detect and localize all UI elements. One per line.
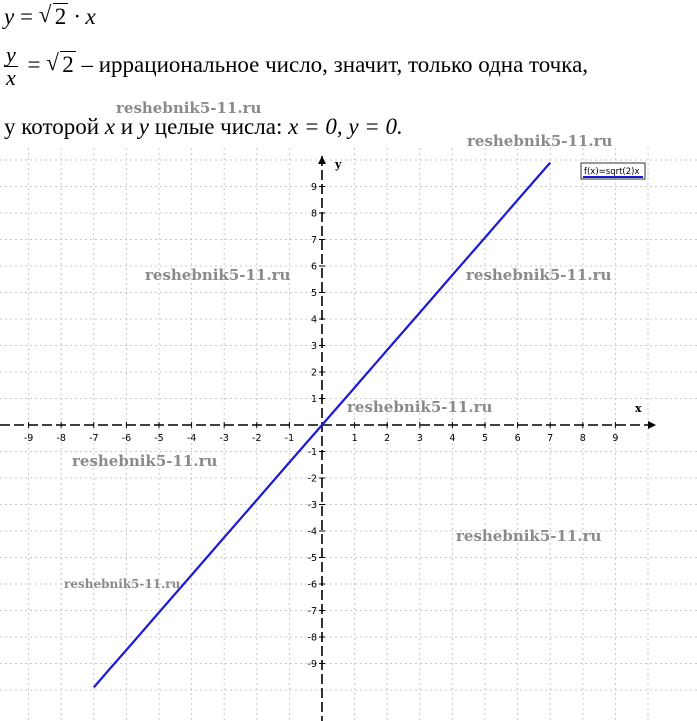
eq1-equals: = xyxy=(14,4,39,29)
y-tick-label: 7 xyxy=(310,235,317,246)
equation-line-2 xyxy=(4,44,588,89)
x-tick-label: 7 xyxy=(547,433,554,444)
function-graph xyxy=(0,148,697,721)
legend-label: f(x)=sqrt(2)x xyxy=(584,167,640,177)
y-tick-label: 1 xyxy=(310,394,317,405)
line3-x: x xyxy=(104,114,115,139)
equation-line-1 xyxy=(4,4,96,30)
y-tick-label: -2 xyxy=(307,473,317,485)
legend xyxy=(581,163,645,179)
line3-solution: x = 0, y = 0. xyxy=(288,114,403,139)
x-tick-label: 5 xyxy=(481,433,489,444)
eq2-equals: = xyxy=(21,51,47,77)
equation-line-3 xyxy=(4,114,403,140)
y-tick-label: -7 xyxy=(307,606,317,617)
x-tick-label: -5 xyxy=(154,433,164,444)
y-tick-label: -3 xyxy=(307,500,317,511)
fraction-denominator: x xyxy=(6,65,16,90)
eq2-sqrt xyxy=(46,52,76,78)
eq2-text: – иррациональное число, значит, только одна точка, xyxy=(75,51,589,77)
grid xyxy=(0,148,697,721)
y-tick-label: 3 xyxy=(310,341,317,352)
line3-mid: и xyxy=(114,114,139,139)
x-axis-label: x xyxy=(635,402,642,415)
x-tick-label: 6 xyxy=(514,433,521,444)
y-tick-label: 4 xyxy=(310,314,317,326)
y-tick-label: -8 xyxy=(307,632,317,644)
x-tick-label: -8 xyxy=(56,433,66,444)
watermark: reshebnik5-11.ru xyxy=(116,99,262,117)
watermark: reshebnik5-11.ru xyxy=(467,132,613,150)
x-tick-label: -6 xyxy=(121,433,132,444)
line3-text2: целые числа: xyxy=(149,114,289,139)
x-tick-label: 9 xyxy=(612,433,619,444)
line3-text1: у которой xyxy=(4,114,105,139)
y-tick-label: 5 xyxy=(310,288,317,299)
eq2-radicand: 2 xyxy=(62,51,74,77)
watermark: reshebnik5-11.ru xyxy=(72,452,218,470)
y-tick-label: 8 xyxy=(310,208,317,220)
y-tick-label: -6 xyxy=(307,579,317,591)
eq1-lhs: y xyxy=(4,4,15,29)
y-tick-label: -5 xyxy=(307,553,317,564)
x-tick-label: -7 xyxy=(89,433,99,444)
x-tick-label: -4 xyxy=(186,433,197,444)
y-tick-label: 9 xyxy=(310,182,317,193)
watermark: reshebnik5-11.ru xyxy=(64,577,181,591)
eq1-sqrt xyxy=(39,4,69,30)
line3-y: y xyxy=(138,114,150,139)
watermark: reshebnik5-11.ru xyxy=(456,527,602,545)
fraction-numerator: y xyxy=(6,42,16,67)
x-tick-label: -2 xyxy=(252,433,262,444)
x-tick-label: -3 xyxy=(219,433,229,444)
y-tick-label: -9 xyxy=(307,659,317,670)
y-axis-label: y xyxy=(335,158,342,171)
y-tick-label: -4 xyxy=(307,526,317,538)
watermark: reshebnik5-11.ru xyxy=(466,266,612,284)
fraction-y-over-x xyxy=(4,44,18,89)
y-axis-arrow xyxy=(318,156,326,164)
x-axis-arrow xyxy=(648,421,656,429)
x-tick-label: -9 xyxy=(23,433,34,444)
watermarks xyxy=(64,266,611,591)
x-tick-label: 8 xyxy=(579,433,586,444)
eq1-rest: · x xyxy=(68,4,96,29)
y-tick-label: -1 xyxy=(307,447,317,458)
x-tick-label: 1 xyxy=(351,433,358,444)
eq1-radicand: 2 xyxy=(54,4,67,29)
x-tick-label: 4 xyxy=(449,433,456,444)
x-tick-label: -1 xyxy=(284,433,295,444)
x-tick-label: 2 xyxy=(384,433,391,444)
watermark: reshebnik5-11.ru xyxy=(347,398,493,416)
x-tick-label: 3 xyxy=(416,433,423,444)
y-tick-label: 2 xyxy=(310,367,317,379)
y-tick-label: 6 xyxy=(310,261,317,273)
watermark: reshebnik5-11.ru xyxy=(145,266,291,284)
